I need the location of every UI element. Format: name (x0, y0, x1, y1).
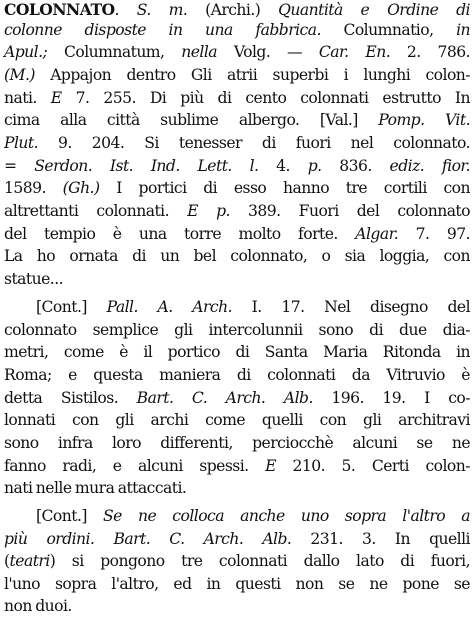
entry-line (4, 176, 470, 200)
entry-text-segment: Plut. (4, 134, 38, 152)
entry-text-segment: 196. 19. I co- (312, 389, 470, 407)
entry-line (4, 340, 470, 364)
entry-line (4, 63, 470, 87)
entry-text-segment: 1589. (4, 179, 63, 197)
entry-text-segment: 7. 97. (398, 225, 470, 243)
entry-text-segment: Serdon. Ist. Ind. Lett. l. (34, 157, 259, 175)
entry-text-segment: E p. (187, 202, 230, 220)
entry-line (4, 549, 470, 573)
entry-text-segment: cima alla città sublime albergo. [Val.] (4, 111, 379, 129)
entry-text-segment: Quantità e Ordine di (278, 1, 470, 19)
entry-text-segment: (Archi.) (187, 1, 279, 19)
entry-text-segment: sono infra loro differenti, perciocchè alcuni se ne (4, 434, 470, 452)
entry-text-segment: p. (307, 157, 322, 175)
entry-text-segment: lonnati con gli archi come quelli con gli architravi (4, 411, 470, 429)
entry-text-segment: 836. (321, 157, 390, 175)
entry-text-segment: 210. 5. Certi colon- (275, 457, 470, 475)
entry-text-segment: (Gh.) (62, 179, 100, 197)
entry-text-segment: del tempio è una torre molto forte. (4, 225, 356, 243)
entry-line (4, 154, 470, 178)
entry-text-segment: (M.) (4, 66, 35, 84)
entry-text-segment: più ordini. Bart. C. Arch. Alb. (4, 530, 292, 548)
entry-line (4, 199, 470, 223)
entry-text-segment: 7. 255. Di più di cento colonnati estrutto In (61, 89, 470, 107)
entry-text-segment: Pall. A. Arch. (106, 298, 232, 316)
entry-line (4, 594, 72, 618)
entry-text-segment: E (265, 457, 276, 475)
entry-line (4, 431, 470, 455)
entry-text-segment: . (114, 1, 137, 19)
entry-text-segment: in (456, 21, 471, 39)
entry-text-segment: Apul.; (4, 43, 48, 61)
entry-text-segment: ( (4, 552, 10, 570)
entry-line (4, 527, 470, 551)
entry-text-segment: teatri (9, 552, 50, 570)
entry-text-segment: 2. 786. (390, 43, 470, 61)
entry-text-segment: fanno radi, e alcuni spessi. (4, 457, 266, 475)
entry-line (4, 18, 470, 42)
entry-text-segment: [Cont.] (36, 298, 107, 316)
entry-text-segment: non duoi. (4, 597, 72, 615)
entry-text-segment: Bart. C. Arch. Alb. (136, 389, 313, 407)
entry-line (4, 572, 470, 596)
entry-line (4, 222, 470, 246)
entry-text-segment: 4. (258, 157, 308, 175)
entry-text-segment: nati nelle mura attaccati. (4, 479, 187, 497)
entry-text-segment: Volg. — (217, 43, 319, 61)
entry-text-segment: Appajon dentro Gli atrii superbi i lunghi colon- (34, 66, 470, 84)
entry-line (4, 267, 63, 291)
entry-text-segment: I. 17. Nel disegno del (232, 298, 471, 316)
entry-text-segment: colonne disposte in una fabbrica. (4, 21, 321, 39)
entry-line (4, 318, 470, 342)
entry-text-segment: nella (181, 43, 218, 61)
entry-line (4, 244, 470, 268)
entry-text-segment: detta Sistilos. (4, 389, 137, 407)
entry-line (4, 108, 470, 132)
entry-line (4, 40, 470, 64)
headword: COLONNATO (4, 0, 115, 19)
entry-text-segment: ediz. fior. (389, 157, 471, 175)
entry-text-segment: Columnatum, (47, 43, 182, 61)
entry-text-segment: I portici di esso hanno tre cortili con (99, 179, 470, 197)
entry-line (4, 386, 470, 410)
entry-text-segment: ) si pongono tre colonnati dallo lato di fuori, (49, 552, 470, 570)
entry-text-segment: altrettanti colonnati. (4, 202, 188, 220)
entry-text-segment: = (4, 157, 35, 175)
entry-text-segment: Pomp. Vit. (378, 111, 470, 129)
entry-line (4, 363, 470, 387)
entry-line (4, 86, 470, 110)
entry-text-segment: nati. (4, 89, 51, 107)
entry-line (36, 504, 470, 528)
entry-text-segment: 231. 3. In quelli (291, 530, 470, 548)
entry-text-segment: colonnato semplice gli intercolunnii sono di due dia- (4, 321, 470, 339)
entry-text-segment: Se ne colloca anche uno sopra l'altro a (103, 507, 470, 525)
entry-text-segment: 9. 204. Si tenesser di fuori nel colonnato. (38, 134, 470, 152)
entry-text-segment: Roma; e questa maniera di colonnati da Vitruvio è (4, 366, 470, 384)
entry-text-segment: l'uno sopra l'altro, ed in questi non se ne pone se (4, 575, 470, 593)
entry-line (36, 295, 470, 319)
entry-text-segment: 389. Fuori del colonnato (229, 202, 470, 220)
entry-line (4, 408, 470, 432)
entry-text-segment: E (50, 89, 62, 107)
entry-line (4, 476, 186, 500)
entry-line (4, 454, 470, 478)
entry-text-segment: [Cont.] (36, 507, 104, 525)
entry-text-segment: Car. En. (318, 43, 391, 61)
entry-text-segment: La ho ornata di un bel colonnato, o sia loggia, con (4, 247, 470, 265)
entry-text-segment: Algar. (355, 225, 399, 243)
entry-line (4, 131, 470, 155)
entry-text-segment: S. m. (136, 1, 188, 19)
entry-text-segment: metri, come è il portico di Santa Maria Ritonda in (4, 343, 470, 361)
entry-text-segment: Columnatio, (320, 21, 457, 39)
entry-text-segment: statue... (4, 270, 64, 288)
